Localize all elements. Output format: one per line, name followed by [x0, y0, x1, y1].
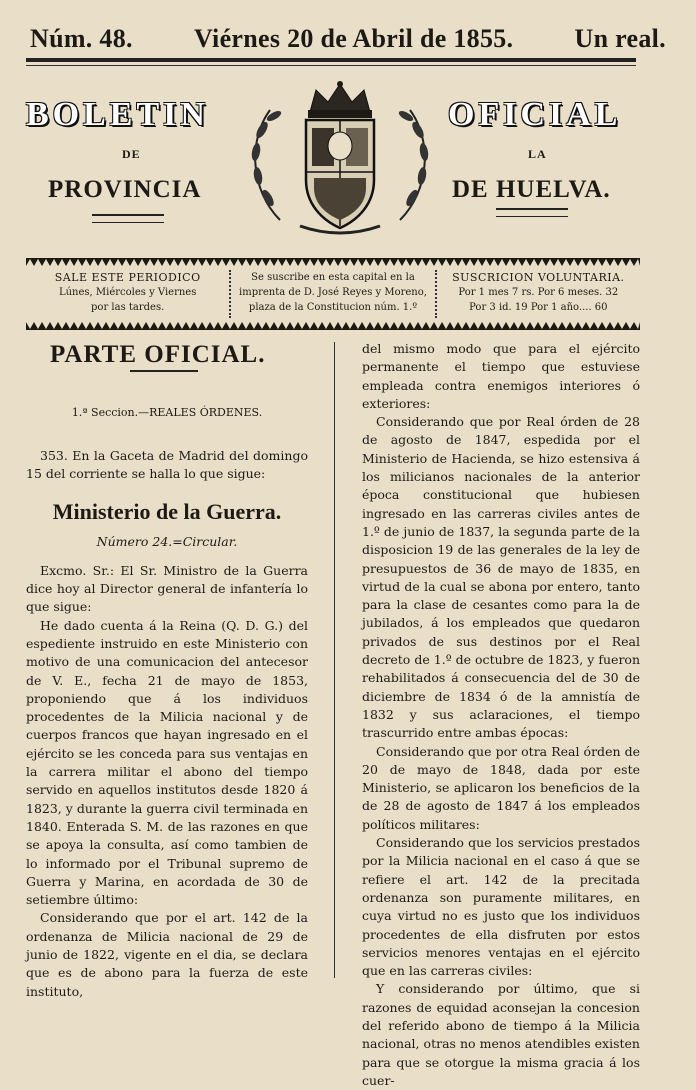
masthead-provincia: PROVINCIA	[48, 176, 202, 203]
paragraph: Considerando que por Real órden de 28 de agosto de 1847, espedida por el Ministerio de Hacienda, se hizo estensiva á los milicianos nacionales de la anterior época constitucional que hubiesen ingresado en las carreras civiles antes de 1.º de junio de 1837, la segunda parte de la disposicion 19 de las generales de la ley de presupuestos de 36 de mayo de 1835, en virtud de la cual se abona por entero, tanto para la clase de cesantes como para la de jubilados, á los empleados que quedaron privados de sus destinos por el Real decreto de 1.º de octubre de 1823, y fueron rehabilitados á consecuencia del de 30 de diciembre de 1834 ó de la amnistía de 1832 y sus aclaraciones, el tiempo trascurrido entre ambas épocas:	[362, 414, 640, 741]
subscription-prices	[437, 270, 640, 318]
masthead	[0, 80, 696, 240]
ornament-right	[496, 208, 568, 217]
prices-line-1: Por 1 mes 7 rs. Por 6 meses. 32	[458, 287, 619, 298]
paragraph: del mismo modo que para el ejército permanente el tiempo que estuviese empleada contra enemigos interiores ó exteriores:	[362, 341, 640, 411]
schedule-time: por las tardes.	[91, 302, 165, 313]
ministry-heading: Ministerio de la Guerra.	[52, 499, 282, 525]
right-column	[362, 340, 640, 1090]
ornament-left	[92, 214, 164, 223]
paragraph: Considerando que por otra Real órden de 20 de mayo de 1848, dada por este Ministerio, se aplicaron los beneficios de la de 28 de agosto de 1847 á los empleados políticos militares:	[362, 743, 640, 832]
location-line-2: imprenta de D. José Reyes y Moreno,	[239, 287, 427, 298]
border-ornament-bottom	[26, 322, 640, 330]
masthead-word-boletin: BOLETIN	[26, 96, 209, 133]
header-rule	[26, 58, 636, 62]
masthead-huelva: DE HUELVA.	[452, 176, 611, 203]
prices-heading: SUSCRICION VOLUNTARIA.	[452, 271, 625, 284]
masthead-de: DE	[122, 147, 141, 161]
header-rule-thin	[26, 65, 636, 66]
paragraph: Y considerando por último, que si razones de equidad aconsejan la concesion del referido abono de tiempo á la Milicia nacional, otras no menos atendibles existen para que se otorgue la misma gracia á los cuer-	[362, 981, 640, 1088]
circular-number: Número 24.=Circular.	[96, 534, 238, 550]
publication-schedule	[26, 270, 231, 318]
paragraph: Excmo. Sr.: El Sr. Ministro de la Guerra dice hoy al Director general de infantería lo que sigue:	[26, 562, 308, 615]
issue-price: Un real.	[574, 24, 666, 53]
issue-date: Viérnes 20 de Abril de 1855.	[193, 24, 514, 53]
heading-ornament	[130, 370, 198, 376]
paragraph: He dado cuenta á la Reina (Q. D. G.) del espediente instruido en este Ministerio con motivo de una comunicacion del antecesor de V. E., fecha 21 de mayo de 1853, proponiendo que á los individuos procedentes de la Milicia nacional y de cuerpos francos que hayan ingresado en el ejército se les conceda para sus ventajas en la carrera militar el abono del tiempo servido en aquellos institutos desde 1820 á 1823, y durante la guerra civil terminada en 1840. Enterada S. M. de las razones en que se apoya la consulta, así como tambien de lo informado por el Tribunal supremo de Guerra y Marina, en acordada de 30 de setiembre último:	[26, 617, 308, 908]
column-divider	[334, 342, 335, 978]
location-line-3: plaza de la Constitucion núm. 1.º	[248, 302, 418, 313]
schedule-heading: SALE ESTE PERIODICO	[54, 271, 201, 284]
issue-number: Núm. 48.	[30, 24, 133, 53]
border-ornament-top	[26, 258, 640, 266]
paragraph: Considerando que los servicios prestados por la Milicia nacional en el caso á que se refiere el art. 142 de la precitada ordenanza son puramente militares, en cuya virtud no es justo que los individuos procedentes de ella disfruten por estos servicios menores ventajas en el ejército que en las carreras civiles:	[362, 835, 640, 979]
left-column	[26, 340, 308, 1001]
location-line-1: Se suscribe en esta capital en la	[251, 272, 415, 283]
issue-line	[30, 22, 666, 56]
section-subheading: 1.ª Seccion.—REALES ÓRDENES.	[71, 406, 263, 420]
subscription-box	[26, 258, 640, 330]
prices-line-2: Por 3 id. 19 Por 1 año.... 60	[469, 302, 608, 313]
masthead-word-oficial: OFICIAL	[448, 96, 622, 133]
masthead-la: LA	[528, 147, 547, 161]
schedule-days: Lúnes, Miércoles y Viernes	[58, 287, 197, 298]
coat-of-arms-icon	[240, 80, 440, 238]
paragraph: Considerando que por el art. 142 de la ordenanza de Milicia nacional de 29 de junio de 1822, vigente en el dia, se declara que es de abono para la fuerza de este instituto,	[26, 910, 308, 999]
section-heading: PARTE OFICIAL.	[50, 341, 266, 368]
paragraph-353: 353. En la Gaceta de Madrid del domingo 15 del corriente se halla lo que sigue:	[26, 447, 308, 481]
subscription-location	[231, 270, 436, 318]
